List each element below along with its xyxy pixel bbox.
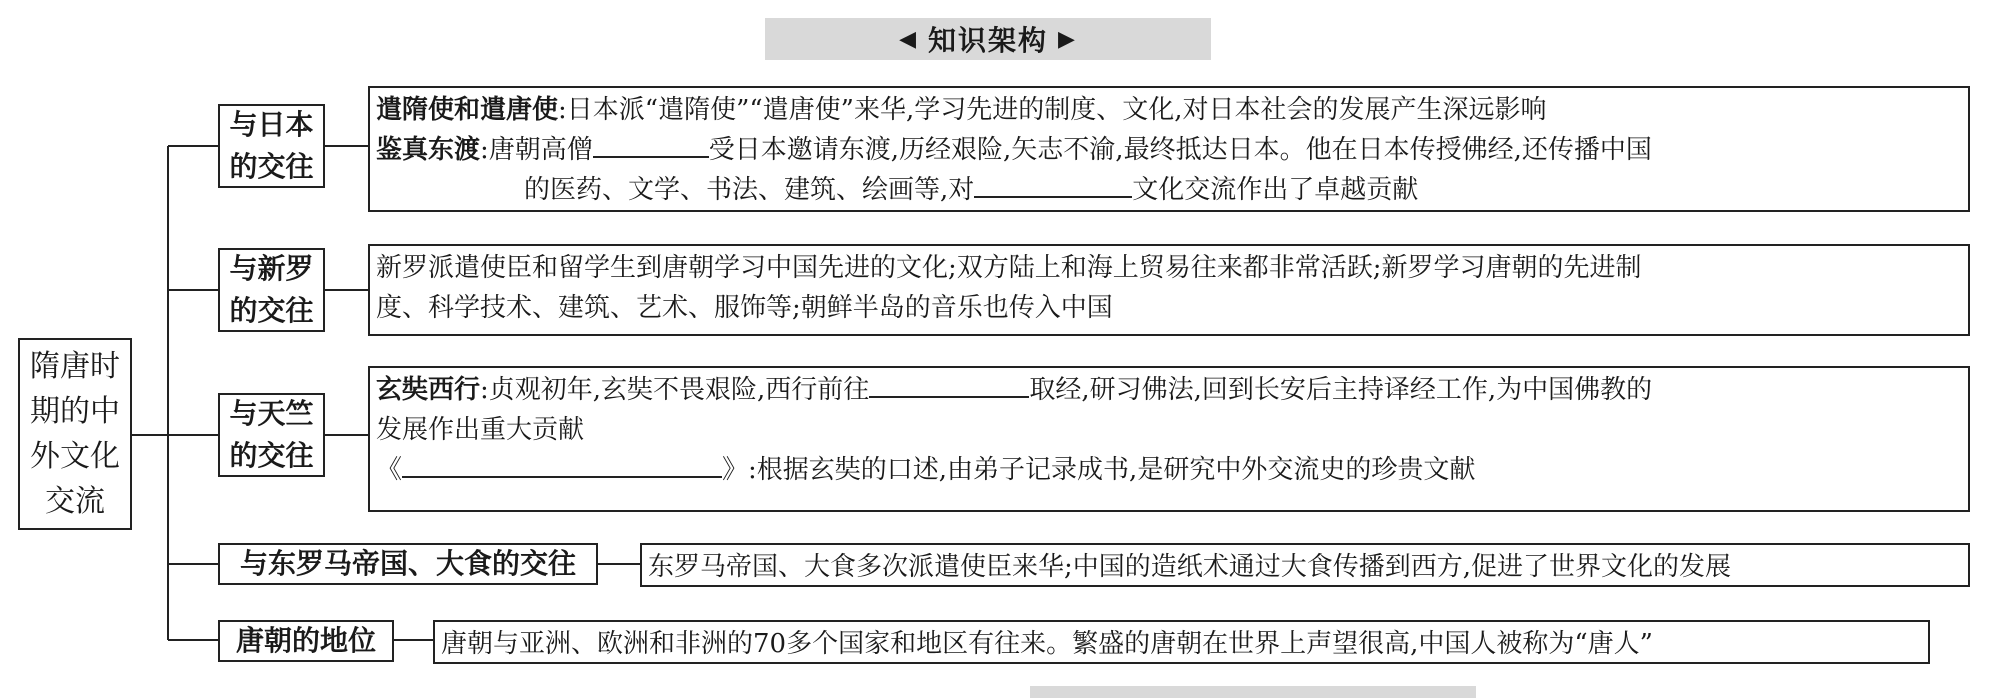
- xuanzang-title: 玄奘西行: [376, 375, 481, 405]
- section-title: 知识架构: [927, 24, 1048, 57]
- category-label-line: 与新罗: [229, 252, 314, 285]
- left-triangle-icon: ◀: [899, 26, 918, 52]
- silla-line-1: 新罗派遣使臣和留学生到唐朝学习中国先进的文化;双方陆上和海上贸易往来都非常活跃;新罗学习唐朝的先进制: [376, 253, 1642, 283]
- next-section-banner: [1030, 686, 1476, 698]
- jianzhen-text-d: 文化交流作出了卓越贡献: [1132, 175, 1419, 205]
- fill-in-blank[interactable]: [402, 452, 722, 478]
- envoys-line: [376, 90, 1968, 130]
- book-line: [376, 450, 1968, 490]
- xuanzang-text-a: :贞观初年,玄奘不畏艰险,西行前往: [480, 375, 870, 405]
- content-rome-dashi: [640, 543, 1970, 587]
- xuanzang-text-b: 取经,研习佛法,回到长安后主持译经工作,为中国佛教的: [1029, 375, 1653, 405]
- jianzhen-title: 鉴真东渡: [376, 135, 481, 165]
- category-label-line: 的交往: [229, 294, 314, 327]
- content-tang-status: [433, 620, 1930, 664]
- content-japan: [368, 86, 1970, 212]
- content-india: [368, 366, 1970, 512]
- root-line: 交流: [45, 484, 105, 519]
- right-triangle-icon: ▶: [1058, 26, 1077, 52]
- category-label: 唐朝的地位: [235, 624, 376, 657]
- fill-in-blank[interactable]: [974, 172, 1132, 198]
- envoys-text: :日本派“遣隋使”“遣唐使”来华,学习先进的制度、文化,对日本社会的发展产生深远影响: [558, 95, 1547, 125]
- root-line: 外文化: [30, 439, 120, 474]
- category-label-line: 的交往: [229, 439, 314, 472]
- book-open: 《: [376, 455, 403, 485]
- category-label-line: 与天竺: [229, 397, 314, 430]
- root-line: 期的中: [30, 394, 120, 429]
- rome-text: 东罗马帝国、大食多次派遣使臣来华;中国的造纸术通过大食传播到西方,促进了世界文化的发展: [648, 552, 1732, 582]
- fill-in-blank[interactable]: [593, 132, 709, 158]
- category-silla: [218, 248, 325, 332]
- silla-line-2: 度、科学技术、建筑、艺术、服饰等;朝鲜半岛的音乐也传入中国: [376, 293, 1113, 323]
- category-japan: [218, 104, 325, 188]
- status-text: 唐朝与亚洲、欧洲和非洲的70多个国家和地区有往来。繁盛的唐朝在世界上声望很高,中国人被称为“唐人”: [441, 629, 1653, 659]
- xuanzang-line-2: 发展作出重大贡献: [376, 415, 585, 445]
- book-close: 》: [722, 455, 749, 485]
- book-text: :根据玄奘的口述,由弟子记录成书,是研究中外交流史的珍贵文献: [748, 455, 1476, 485]
- category-rome-dashi: [218, 543, 598, 585]
- jianzhen-text-c: 的医药、文学、书法、建筑、绘画等,对: [524, 175, 975, 205]
- jianzhen-text-a: :唐朝高僧: [480, 135, 593, 165]
- jianzhen-line-2: [376, 170, 1968, 210]
- jianzhen-line: [376, 130, 1968, 170]
- category-label-line: 的交往: [229, 150, 314, 183]
- xuanzang-line: [376, 370, 1968, 410]
- content-silla: [368, 244, 1970, 336]
- root-node: [18, 338, 132, 530]
- category-india: [218, 393, 325, 477]
- category-label-line: 与日本: [229, 108, 314, 141]
- root-line: 隋唐时: [30, 349, 120, 384]
- category-tang-status: [218, 620, 394, 662]
- category-label: 与东罗马帝国、大食的交往: [239, 547, 576, 580]
- jianzhen-text-b: 受日本邀请东渡,历经艰险,矢志不渝,最终抵达日本。他在日本传授佛经,还传播中国: [708, 135, 1652, 165]
- envoys-title: 遣隋使和遣唐使: [376, 95, 559, 125]
- fill-in-blank[interactable]: [869, 372, 1029, 398]
